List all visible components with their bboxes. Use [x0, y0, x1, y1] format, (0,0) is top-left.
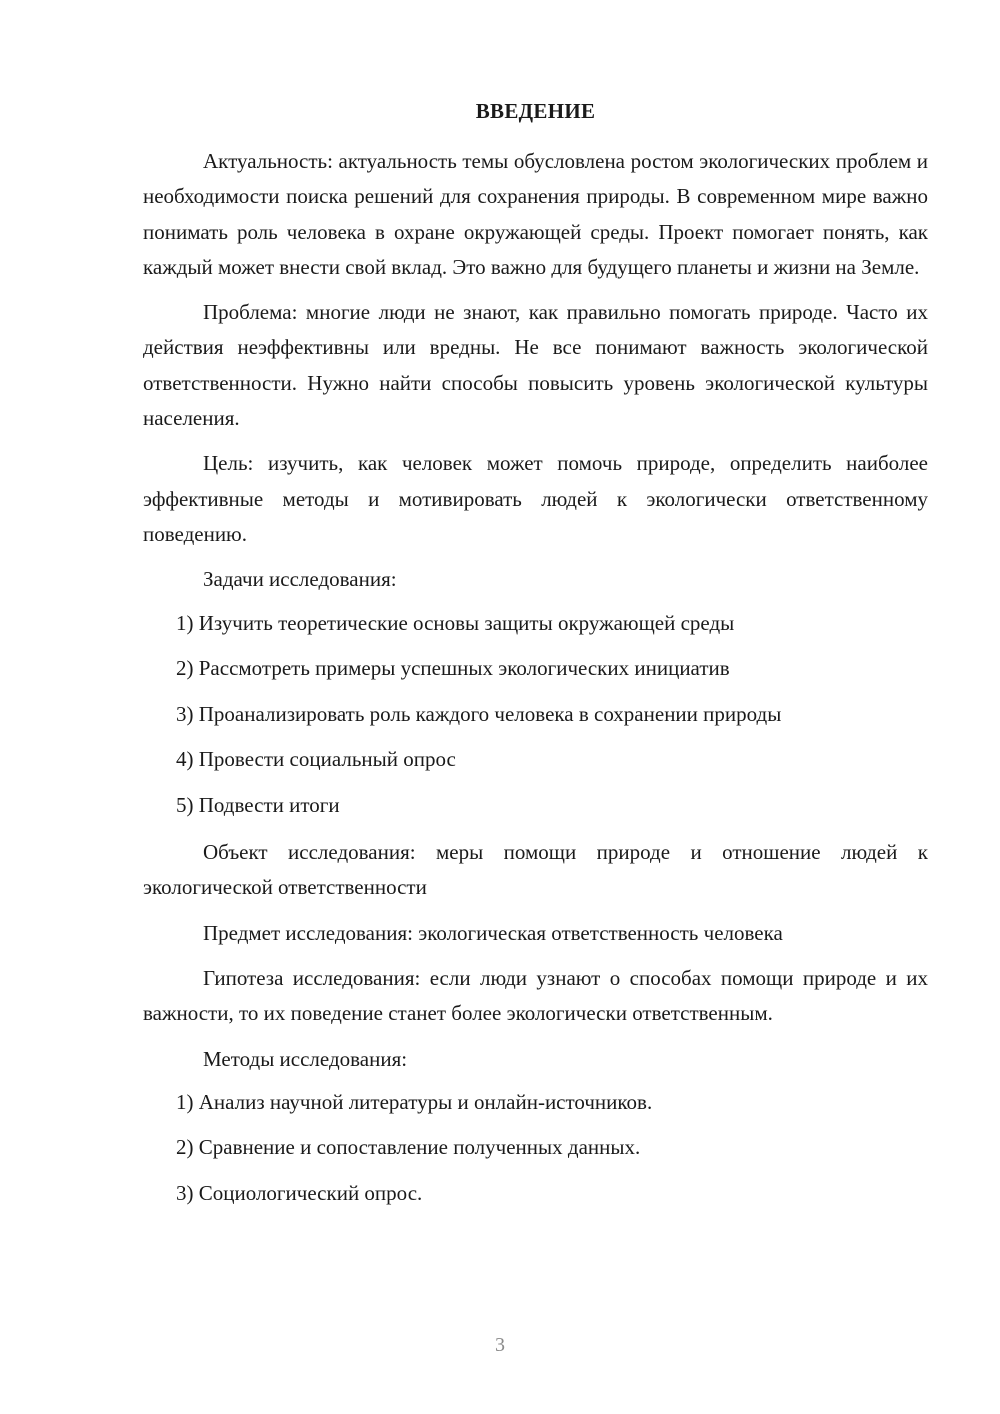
list-item: 2) Сравнение и сопоставление полученных данных. — [176, 1135, 641, 1160]
document-page — [143, 96, 928, 1223]
list-item: 4) Провести социальный опрос — [176, 747, 456, 772]
problem-paragraph: Проблема: многие люди не знают, как правильно помогать природе. Часто их действия неэффективны или вредны. Не все понимают важность экологической ответственности. Нужно найти способы повысить уровень экологической культуры населения. — [143, 300, 928, 431]
hypothesis-paragraph: Гипотеза исследования: если люди узнают о способах помощи природе и их важности, то их поведение станет более экологически ответственным. — [143, 965, 928, 1026]
list-item: 1) Анализ научной литературы и онлайн-источников. — [176, 1089, 653, 1114]
page-number: 3 — [495, 1334, 505, 1356]
methods-list — [143, 1087, 928, 1208]
tasks-heading: Задачи исследования: — [203, 567, 397, 592]
section-title: ВВЕДЕНИЕ — [475, 99, 596, 123]
relevance-paragraph: Актуальность: актуальность темы обусловлена ростом экологических проблем и необходимости поиска решений для сохранения природы. В современном мире важно понимать роль человека в охране окружающей среды. Проект помогает понять, как каждый может внести свой вклад. Это важно для будущего планеты и жизни на Земле. — [143, 149, 928, 279]
list-item: 3) Социологический опрос. — [176, 1180, 423, 1205]
tasks-list — [143, 608, 928, 820]
list-item: 3) Проанализировать роль каждого человека в сохранении природы — [176, 701, 782, 726]
object-paragraph: Объект исследования: меры помощи природе и отношение людей к экологической ответственности — [143, 840, 928, 900]
list-item: 1) Изучить теоретические основы защиты окружающей среды — [176, 610, 735, 635]
list-item: 2) Рассмотреть примеры успешных экологических инициатив — [176, 656, 730, 681]
methods-heading: Методы исследования: — [203, 1046, 408, 1071]
goal-paragraph: Цель: изучить, как человек может помочь природе, определить наиболее эффективные методы и мотивировать людей к экологически ответственному поведению. — [143, 451, 928, 546]
list-item: 5) Подвести итоги — [176, 792, 340, 817]
subject-paragraph: Предмет исследования: экологическая ответственность человека — [203, 920, 783, 945]
